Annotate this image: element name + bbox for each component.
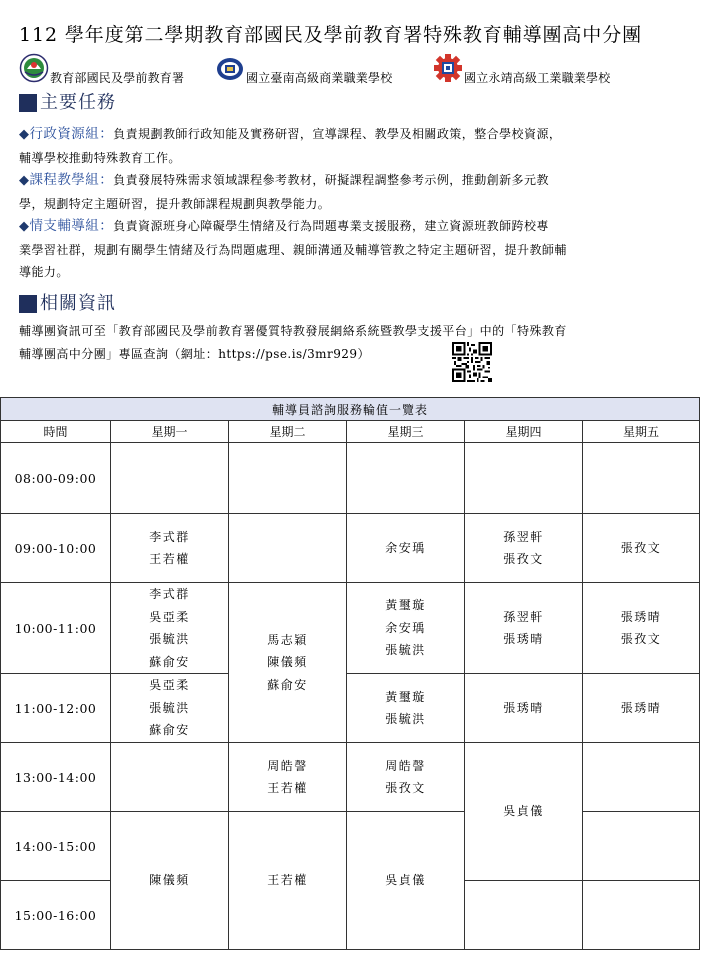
task-desc: 負責資源班身心障礙學生情緒及行為問題專業支援服務，建立資源班教師跨校專 [113, 219, 549, 233]
staff-name: 李式群 [149, 587, 190, 601]
staff-name: 張毓洪 [385, 712, 426, 726]
duty-cell [347, 743, 465, 812]
table-row [1, 514, 700, 583]
header-cell: 星期三 [347, 421, 465, 443]
staff-name: 陳儀頻 [149, 873, 190, 888]
header-cell: 時間 [1, 421, 111, 443]
duty-cell [465, 743, 583, 881]
empty-cell [229, 514, 347, 583]
yongjing-industrial-school-logo-icon [433, 53, 463, 86]
staff-name: 吳貞儀 [385, 873, 426, 888]
duty-cell [111, 583, 229, 674]
staff-name: 蘇俞安 [149, 654, 190, 669]
staff-name: 余安瑀 [385, 540, 426, 555]
task-name: 情支輔導組： [29, 218, 114, 234]
staff-name: 張毓洪 [385, 643, 426, 658]
staff-name: 張琇晴 [620, 609, 662, 624]
page-title: 112 學年度第二學期教育部國民及學前教育署特殊教育輔導團高中分團 [19, 24, 643, 46]
diamond-icon: ◆ [19, 127, 30, 142]
table-row [1, 443, 700, 514]
table-row [1, 674, 700, 743]
staff-name: 黃璽璇 [385, 598, 426, 613]
staff-name: 吳貞儀 [503, 804, 544, 819]
info-line: 輔導團高中分團」專區查詢（網址：https://pse.is/3mr929） [19, 346, 370, 361]
square-bullet-icon [19, 94, 37, 112]
duty-cell [347, 812, 465, 950]
staff-name: 張毓洪 [149, 632, 190, 646]
staff-name: 張琇晴 [620, 700, 662, 715]
duty-cell [465, 583, 583, 674]
schedule-caption: 輔導員諮詢服務輪值一覽表 [1, 398, 700, 421]
staff-name: 張琇晴 [503, 700, 544, 715]
tainan-commercial-school-logo-icon [215, 53, 245, 86]
time-cell: 11:00-12:00 [1, 674, 111, 743]
duty-cell [111, 674, 229, 743]
duty-cell [111, 812, 229, 950]
duty-cell [347, 583, 465, 674]
org-ministry [19, 56, 184, 86]
tasks-heading-text: 主要任務 [40, 92, 116, 113]
org-tainan [215, 56, 392, 86]
duty-cell [583, 674, 700, 743]
duty-cell [229, 583, 347, 743]
empty-cell [583, 881, 700, 950]
duty-cell [347, 514, 465, 583]
header-cell: 星期一 [111, 421, 229, 443]
staff-name: 蘇俞安 [267, 677, 308, 692]
empty-cell [347, 443, 465, 514]
ministry-of-education-logo-icon [19, 53, 49, 86]
staff-name: 孫翌軒 [503, 609, 544, 624]
header-cell: 星期二 [229, 421, 347, 443]
staff-name: 張孜文 [620, 632, 662, 646]
staff-name: 王若權 [267, 781, 308, 795]
staff-name: 張琇晴 [503, 632, 544, 646]
qr-code-icon[interactable] [452, 342, 492, 382]
task-desc: 輔導學校推動特殊教育工作。 [19, 150, 181, 165]
empty-cell [583, 443, 700, 514]
duty-cell [229, 812, 347, 950]
info-text [19, 320, 687, 365]
duty-cell [465, 514, 583, 583]
org-name: 教育部國民及學前教育署 [50, 71, 185, 85]
staff-name: 李式群 [149, 529, 190, 544]
diamond-icon: ◆ [19, 219, 30, 234]
time-cell: 10:00-11:00 [1, 583, 111, 674]
schedule-table [0, 397, 700, 950]
staff-name: 周皓謦 [385, 758, 426, 773]
duty-cell [229, 743, 347, 812]
info-line: 輔導團資訊可至「教育部國民及學前教育署優質特教發展網絡系統暨教學支援平台」中的「特殊教育 [19, 324, 567, 338]
task-curriculum [19, 169, 687, 215]
staff-name: 周皓謦 [267, 758, 308, 773]
staff-name: 張孜文 [385, 781, 426, 795]
empty-cell [111, 743, 229, 812]
task-name: 課程教學組： [29, 172, 114, 188]
header-cell: 星期五 [583, 421, 700, 443]
org-yongjing [433, 56, 610, 86]
staff-name: 王若權 [267, 873, 308, 888]
task-desc: 學，規劃特定主題研習，提升教師課程規劃與教學能力。 [19, 196, 331, 211]
time-cell: 15:00-16:00 [1, 881, 111, 950]
table-row [1, 743, 700, 812]
org-row [19, 56, 709, 86]
task-desc: 負責規劃教師行政知能及實務研習，宣導課程、教學及相關政策，整合學校資源， [113, 127, 562, 141]
duty-cell [583, 583, 700, 674]
empty-cell [465, 881, 583, 950]
staff-name: 余安瑀 [385, 620, 426, 635]
task-desc: 導能力。 [19, 265, 69, 279]
org-name: 國立永靖高級工業職業學校 [464, 71, 611, 85]
staff-name: 黃璽璇 [385, 689, 426, 704]
staff-name: 吳亞柔 [149, 609, 190, 624]
empty-cell [465, 443, 583, 514]
task-counseling [19, 215, 687, 284]
staff-name: 馬志穎 [267, 632, 308, 647]
table-row [1, 812, 700, 881]
time-cell: 14:00-15:00 [1, 812, 111, 881]
info-heading [19, 293, 116, 315]
staff-name: 蘇俞安 [149, 723, 190, 738]
square-bullet-icon [19, 295, 37, 313]
task-desc: 業學習社群，規劃有關學生情緒及行為問題處理、親師溝通及輔導管教之特定主題研習，提升教師輔 [19, 242, 567, 257]
table-header-row [1, 421, 700, 443]
staff-name: 吳亞柔 [149, 678, 190, 693]
empty-cell [583, 812, 700, 881]
task-desc: 負責發展特殊需求領域課程參考教材，研擬課程調整參考示例，推動創新多元教 [113, 173, 549, 187]
staff-name: 王若權 [149, 552, 190, 566]
staff-name: 孫翌軒 [503, 529, 544, 544]
staff-name: 張毓洪 [149, 700, 190, 715]
info-heading-text: 相關資訊 [40, 293, 116, 314]
task-admin [19, 123, 687, 169]
time-cell: 08:00-09:00 [1, 443, 111, 514]
time-cell: 13:00-14:00 [1, 743, 111, 812]
duty-cell [347, 674, 465, 743]
time-cell: 09:00-10:00 [1, 514, 111, 583]
duty-cell [465, 674, 583, 743]
tasks-heading [19, 92, 116, 114]
staff-name: 張孜文 [620, 540, 662, 555]
task-name: 行政資源組： [29, 126, 114, 142]
org-name: 國立臺南高級商業職業學校 [246, 71, 393, 85]
table-row [1, 583, 700, 674]
header-cell: 星期四 [465, 421, 583, 443]
duty-cell [583, 514, 700, 583]
empty-cell [111, 443, 229, 514]
staff-name: 陳儀頻 [267, 655, 308, 670]
staff-name: 張孜文 [503, 552, 544, 566]
diamond-icon: ◆ [19, 173, 30, 188]
duty-cell [111, 514, 229, 583]
empty-cell [229, 443, 347, 514]
empty-cell [583, 743, 700, 812]
tasks-list [19, 123, 687, 284]
